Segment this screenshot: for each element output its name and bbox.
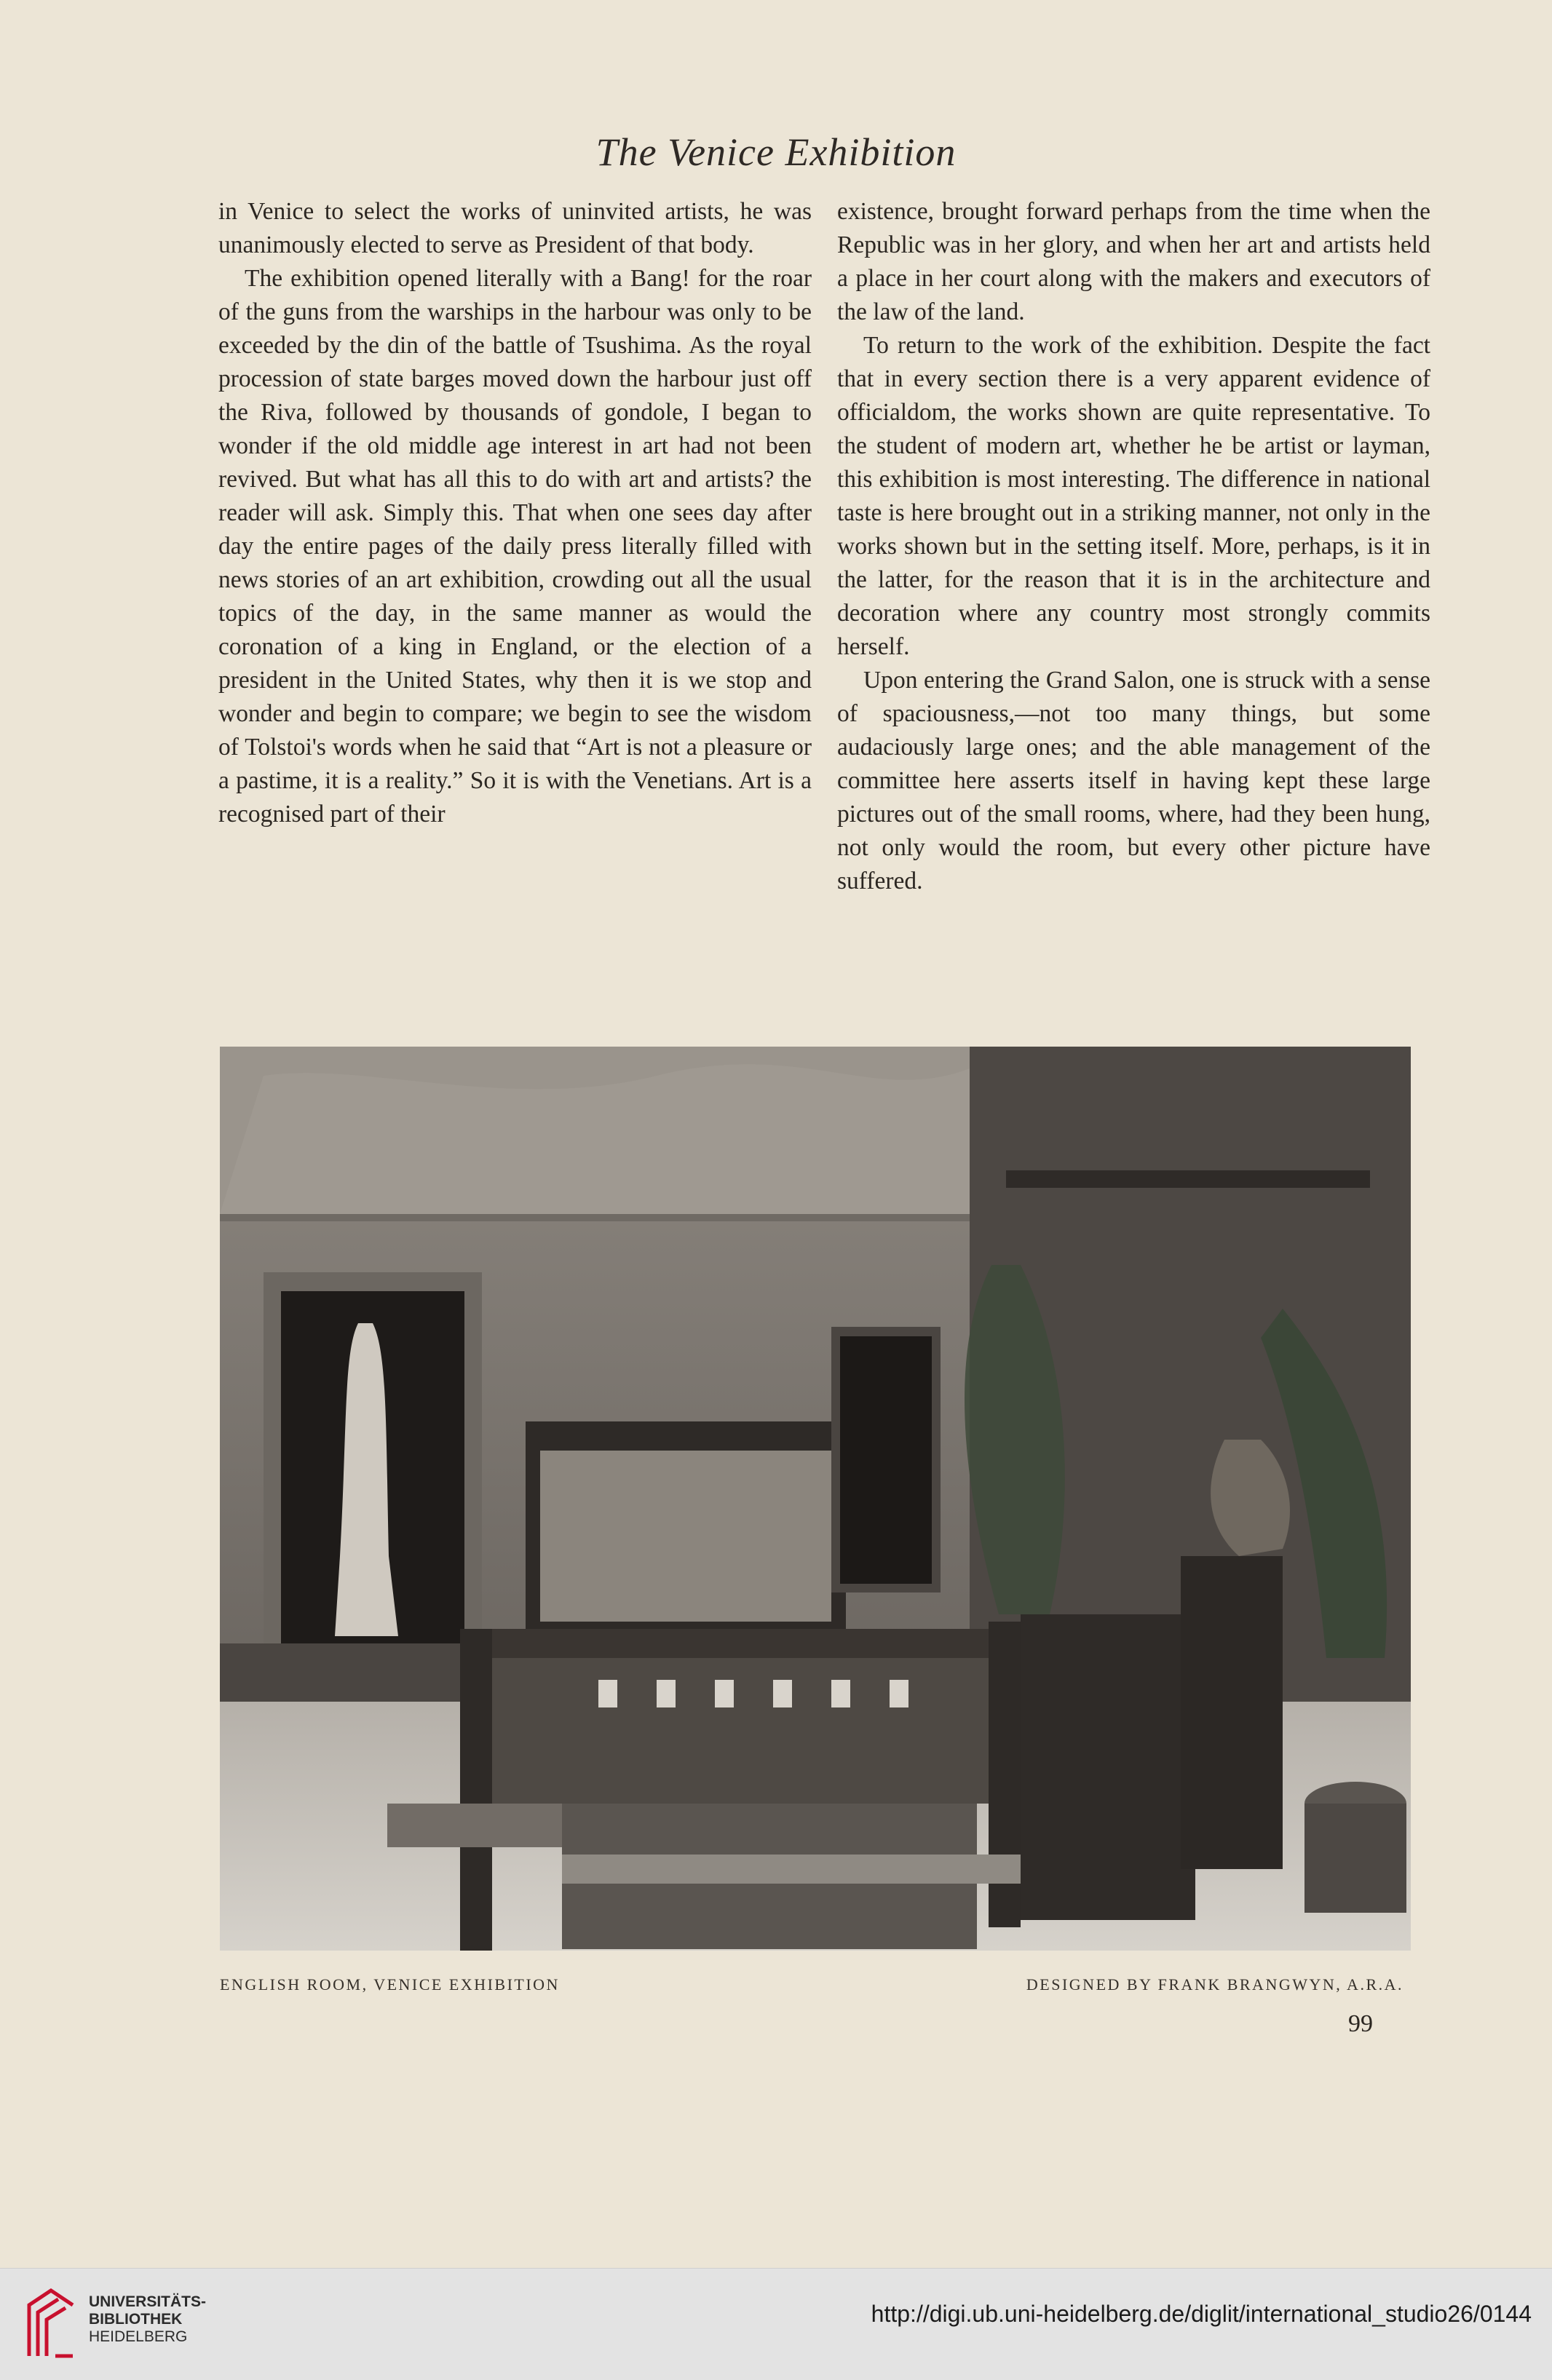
text-column-left bbox=[218, 195, 812, 831]
figure-caption-left: ENGLISH ROOM, VENICE EXHIBITION bbox=[220, 1975, 560, 1994]
paragraph: The exhibition opened literally with a Bang! for the roar of the guns from the warships in the harbour was only to be exceeded by the din of the battle of Tsushima. As the royal procession of state barges moved down the harbour just off the Riva, followed by thousands of gondole, I began to wonder if the old middle age interest in art had not been revived. But what has all this to do with art and artists? the reader will ask. Simply this. That when one sees day after day the entire pages of the daily press literally filled with news stories of an art exhibition, crowding out all the usual topics of the day, in the same manner as would the coronation of a king in England, or the election of a president in the United States, why then it is we stop and wonder and begin to compare; we begin to see the wisdom of Tolstoi's words when he said that “Art is not a pleasure or a pastime, it is a reality.” So it is with the Venetians. Art is a recognised part of their bbox=[218, 265, 812, 828]
page-number: 99 bbox=[1348, 2010, 1373, 2037]
library-name-line: HEIDELBERG bbox=[89, 2328, 188, 2345]
library-name bbox=[89, 2293, 206, 2346]
figure-caption-right: DESIGNED BY FRANK BRANGWYN, A.R.A. bbox=[1026, 1975, 1403, 1994]
paragraph: Upon entering the Grand Salon, one is struck with a sense of spaciousness,—not too many things, but some audaciously large ones; and the able management of the committee here asserts itself in having kept these large pictures out of the small rooms, where, had they been hung, not only would the room, but every other picture have suffered. bbox=[837, 667, 1430, 895]
library-name-line: BIBLIOTHEK bbox=[89, 2311, 183, 2328]
paragraph: To return to the work of the exhibition. Despite the fact that in every section there is a very apparent evidence of officialdom, the works shown are quite representative. To the student of modern art, whether he be artist or layman, this exhibition is most interesting. The difference in national taste is here brought out in a striking manner, not only in the works shown but in the setting itself. More, perhaps, is it in the latter, for the reason that it is in the architecture and decoration where any country most strongly commits herself. bbox=[837, 332, 1430, 660]
paragraph: in Venice to select the works of uninvited artists, he was unanimously elected to serve as President of that body. bbox=[218, 198, 812, 258]
paragraph: existence, brought forward perhaps from the time when the Republic was in her glory, and when her art and artists held a place in her court along with the makers and executors of the law of the land. bbox=[837, 198, 1430, 325]
running-head-title: The Venice Exhibition bbox=[595, 130, 957, 174]
room-photograph bbox=[220, 1047, 1411, 1951]
library-logo-icon bbox=[22, 2283, 80, 2363]
viewer-footer-bar bbox=[0, 2268, 1552, 2380]
source-url-link[interactable]: http://digi.ub.uni-heidelberg.de/diglit/international_studio26/0144 bbox=[871, 2301, 1532, 2327]
text-column-right bbox=[837, 195, 1430, 898]
library-name-line: UNIVERSITÄTS- bbox=[89, 2293, 207, 2310]
